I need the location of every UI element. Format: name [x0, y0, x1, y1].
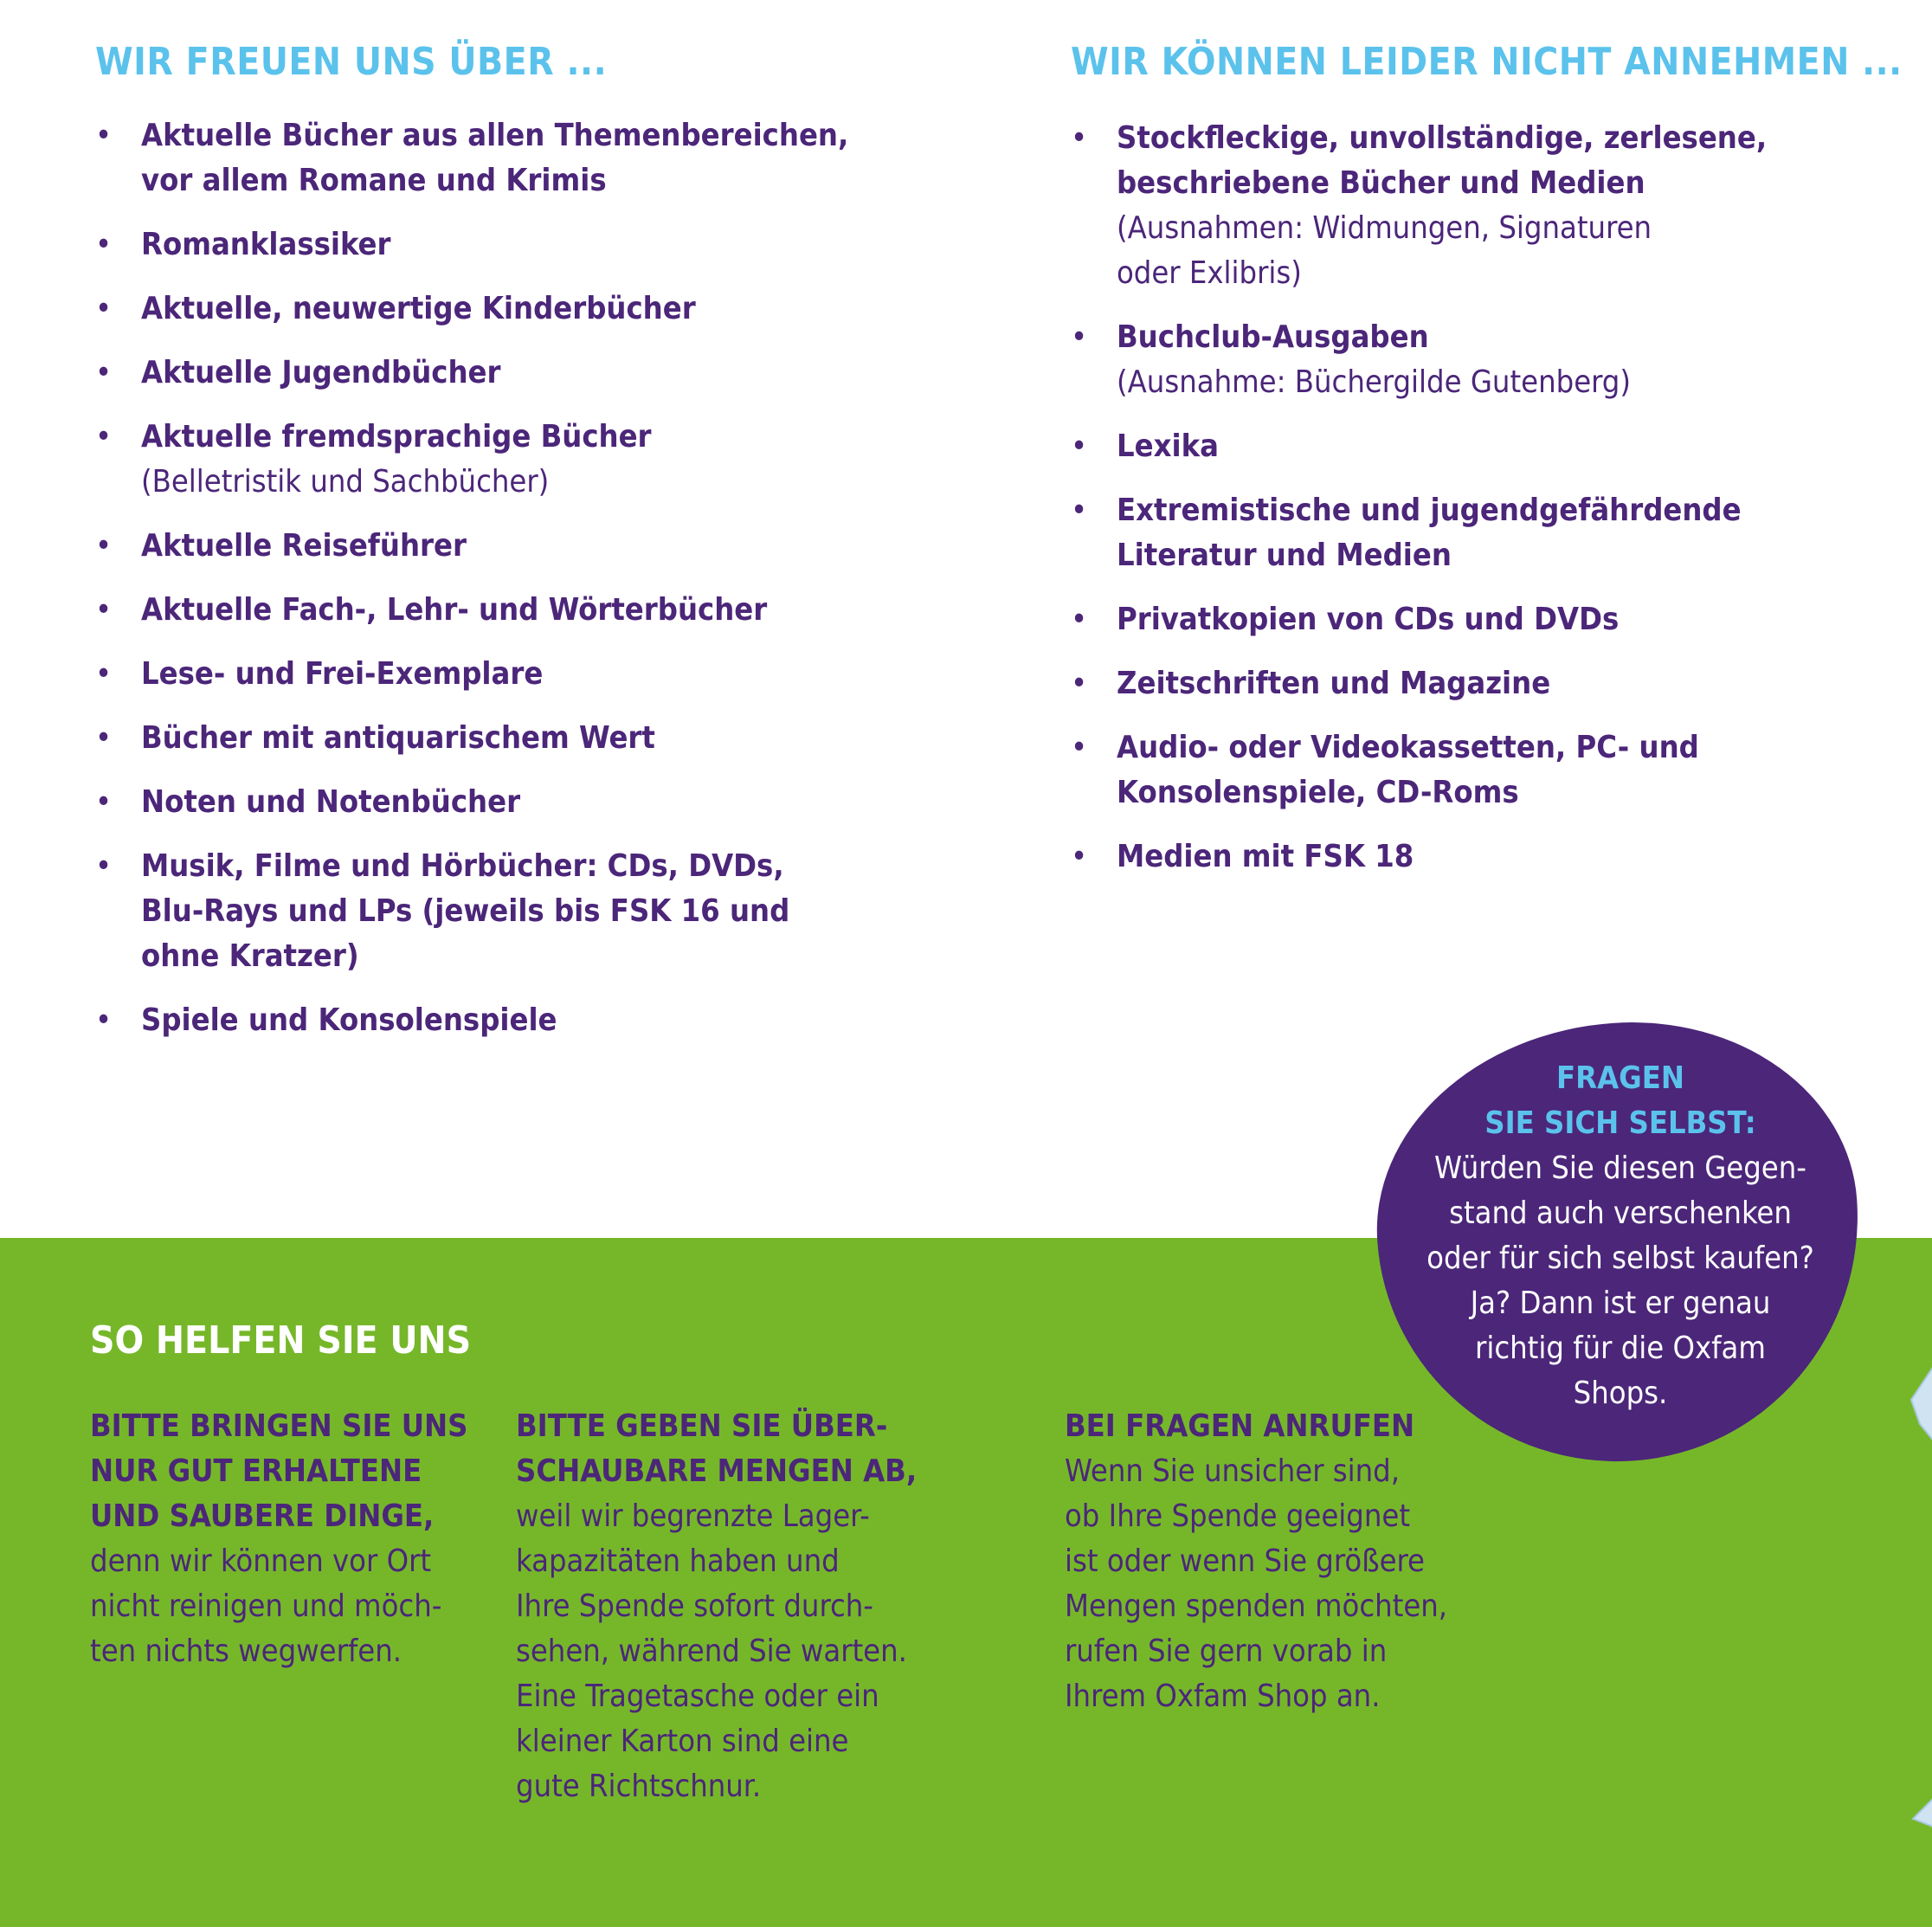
bullet-icon: •: [1071, 319, 1088, 355]
accept-heading: WIR FREUEN UNS ÜBER ...: [95, 40, 608, 84]
list-item-label: Lese- und Frei-Exemplare: [141, 656, 544, 692]
list-item-label: Zeitschriften und Magazine: [1117, 666, 1551, 701]
bullet-icon: •: [1071, 839, 1088, 874]
list-item-label: Spiele und Konsolenspiele: [141, 1002, 557, 1038]
bullet-icon: •: [95, 118, 113, 153]
list-item: [95, 652, 909, 697]
bullet-icon: •: [1071, 493, 1088, 528]
list-item-note: (Belletristik und Sachbücher): [141, 464, 550, 499]
list-item: [1071, 424, 1884, 469]
list-item: [95, 780, 909, 825]
help-column-call: [1065, 1404, 1549, 1719]
accept-list: [95, 113, 909, 1062]
list-item: [95, 287, 909, 332]
list-item: [95, 716, 909, 761]
help-column-text: denn wir können vor Ort nicht reinigen und möch- ten nichts wegwerfen.: [90, 1544, 442, 1669]
list-item-label: Noten und Notenbücher: [141, 784, 521, 820]
list-item: [1071, 835, 1884, 880]
list-item: [1071, 661, 1884, 706]
list-item: [95, 222, 909, 267]
bullet-icon: •: [95, 355, 113, 390]
reject-list: [1071, 116, 1884, 899]
list-item-note: (Ausnahmen: Widmungen, Signaturen oder Exlibris): [1117, 210, 1652, 291]
list-item: [1071, 597, 1884, 642]
list-item-note: (Ausnahme: Büchergilde Gutenberg): [1117, 364, 1631, 400]
list-item: [1071, 488, 1884, 578]
help-column-text: Wenn Sie unsicher sind, ob Ihre Spende geeignet ist oder wenn Sie größere Mengen spenden möchten, rufen Sie gern vorab in Ihrem Oxfam Shop an.: [1065, 1453, 1448, 1714]
bullet-icon: •: [95, 1002, 113, 1038]
bullet-icon: •: [1071, 429, 1088, 464]
bullet-icon: •: [1071, 602, 1088, 637]
bullet-icon: •: [95, 720, 113, 756]
reject-heading: WIR KÖNNEN LEIDER NICHT ANNEHMEN ...: [1071, 40, 1903, 84]
list-item: [1071, 725, 1884, 815]
bullet-icon: •: [1071, 666, 1088, 701]
list-item: [95, 524, 909, 569]
bullet-icon: •: [1071, 120, 1088, 156]
help-title: SO HELFEN SIE UNS: [90, 1318, 472, 1363]
list-item: [95, 998, 909, 1043]
list-item-label: Privatkopien von CDs und DVDs: [1117, 602, 1620, 637]
help-column-heading: BITTE GEBEN SIE ÜBER- SCHAUBARE MENGEN AB,: [516, 1408, 918, 1489]
list-item-label: Audio- oder Videokassetten, PC- und Konsolenspiele, CD-Roms: [1117, 730, 1699, 810]
list-item-label: Extremistische und jugendgefährdende Literatur und Medien: [1117, 493, 1742, 573]
list-item-label: Aktuelle Reiseführer: [141, 528, 467, 564]
help-column-clean-items: [90, 1404, 488, 1674]
question-bubble-text: [1387, 1056, 1854, 1416]
list-item-label: Romanklassiker: [141, 227, 391, 262]
list-item-label: Bücher mit antiquarischem Wert: [141, 720, 655, 756]
list-item-label: Aktuelle, neuwertige Kinderbücher: [141, 291, 696, 326]
list-item-label: Lexika: [1117, 429, 1219, 464]
help-column-text: weil wir begrenzte Lager- kapazitäten haben und Ihre Spende sofort durch- sehen, während Sie warten. Eine Tragetasche oder ein kleiner Karton sind eine gute Richtschnur.: [516, 1498, 907, 1804]
help-column-heading: BITTE BRINGEN SIE UNS NUR GUT ERHALTENE UND SAUBERE DINGE,: [90, 1408, 468, 1534]
list-item-label: Aktuelle Fach-, Lehr- und Wörterbücher: [141, 592, 768, 628]
list-item-label: Aktuelle Bücher aus allen Themenbereichen, vor allem Romane und Krimis: [141, 118, 849, 198]
list-item: [95, 351, 909, 396]
list-item-label: Musik, Filme und Hörbücher: CDs, DVDs, Blu-Rays und LPs (jeweils bis FSK 16 und ohne Kratzer): [141, 848, 790, 974]
list-item-label: Aktuelle fremdsprachige Bücher: [141, 419, 652, 454]
list-item: [95, 844, 909, 979]
bullet-icon: •: [95, 656, 113, 692]
list-item-label: Buchclub-Ausgaben: [1117, 319, 1429, 355]
help-column-quantities: [516, 1404, 966, 1809]
list-item: [1071, 315, 1884, 405]
bullet-icon: •: [95, 848, 113, 884]
help-column-heading: BEI FRAGEN ANRUFEN: [1065, 1408, 1415, 1444]
list-item-label: Medien mit FSK 18: [1117, 839, 1414, 874]
bullet-icon: •: [95, 592, 113, 628]
question-bubble-body: Würden Sie diesen Gegen- stand auch verschenken oder für sich selbst kaufen? Ja? Dann ist er genau richtig für die Oxfam Shops.: [1426, 1150, 1814, 1411]
bullet-icon: •: [95, 528, 113, 564]
bullet-icon: •: [95, 784, 113, 820]
bullet-icon: •: [95, 419, 113, 454]
list-item: [95, 113, 909, 203]
bullet-icon: •: [95, 227, 113, 262]
list-item: [95, 415, 909, 505]
decorative-shape-icon: [1901, 1363, 1932, 1831]
list-item-label: Stockfleckige, unvollständige, zerlesene, beschriebene Bücher und Medien: [1117, 120, 1768, 201]
list-item: [1071, 116, 1884, 296]
question-bubble-title: FRAGEN SIE SICH SELBST:: [1484, 1060, 1756, 1141]
bullet-icon: •: [95, 291, 113, 326]
bullet-icon: •: [1071, 730, 1088, 765]
list-item: [95, 588, 909, 633]
list-item-label: Aktuelle Jugendbücher: [141, 355, 501, 390]
